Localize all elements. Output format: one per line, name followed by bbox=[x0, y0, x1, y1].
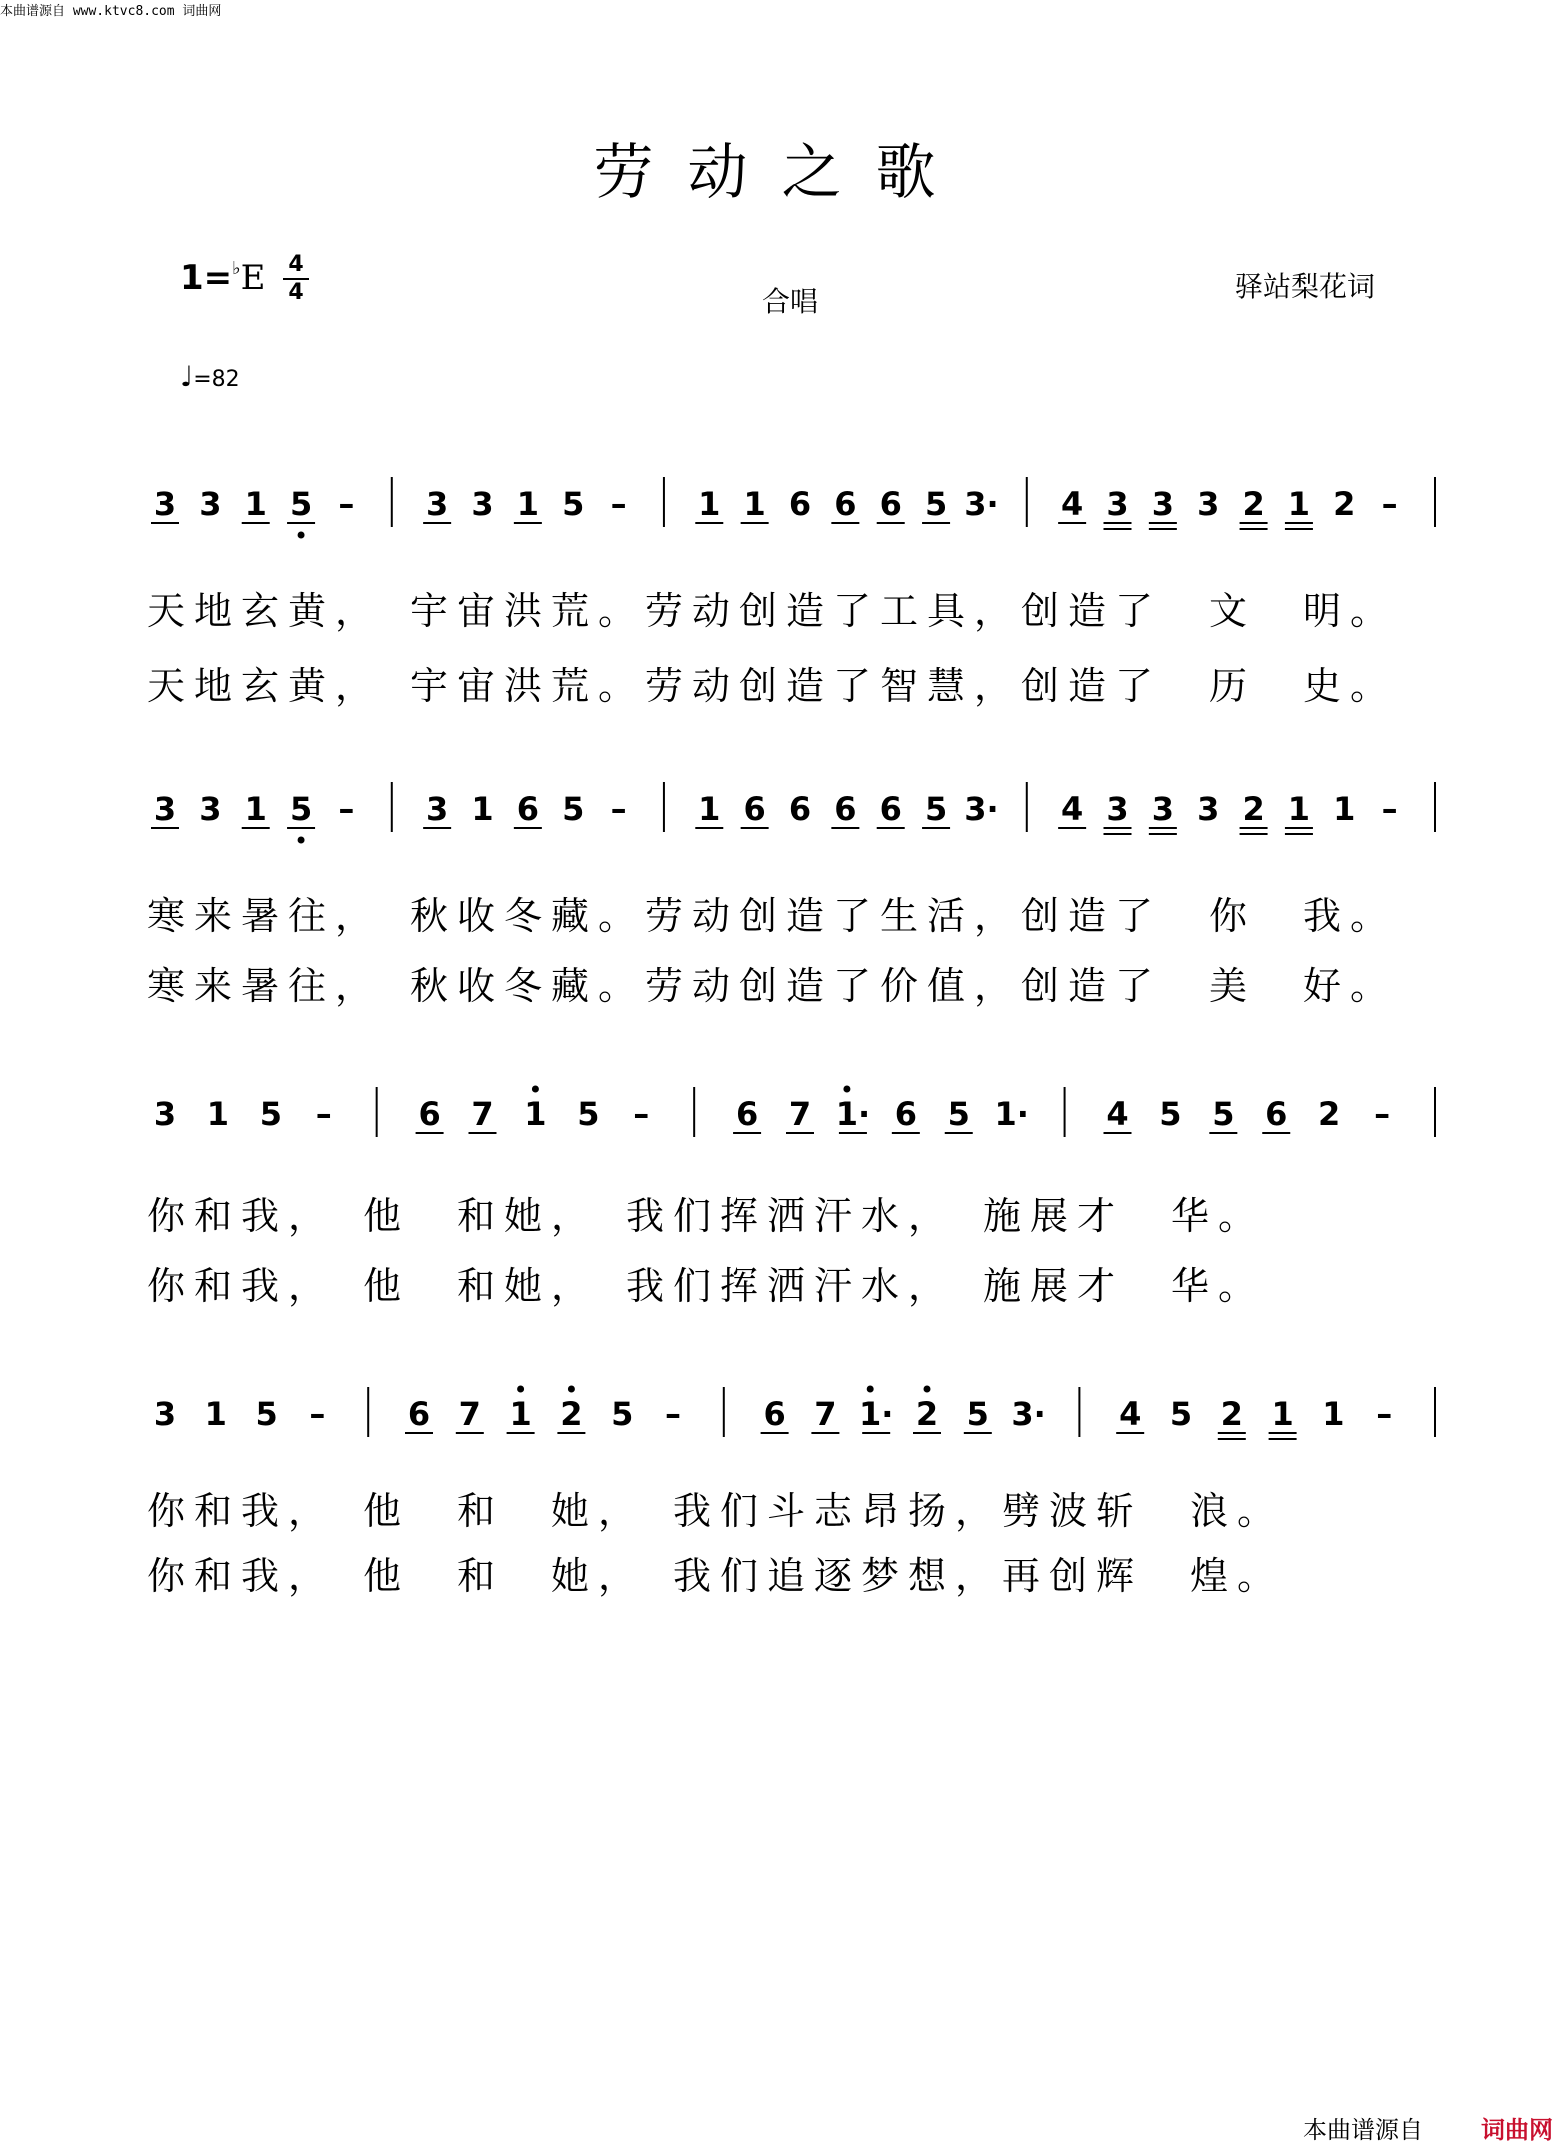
note: 2 bbox=[1220, 1395, 1243, 1433]
lyricist-credit: 驿站梨花词 bbox=[1235, 270, 1376, 303]
note: 3· bbox=[964, 485, 999, 523]
note: 1 bbox=[1322, 1395, 1345, 1433]
note: 3 bbox=[153, 790, 177, 828]
note: 3 bbox=[1106, 485, 1129, 523]
note: 5 bbox=[562, 485, 585, 523]
note: 5 bbox=[259, 1095, 282, 1133]
lyric-verse-2: 你和我， 他 和她， 我们挥洒汗水， 施展才 华。 bbox=[147, 1264, 1266, 1308]
note: 6 bbox=[763, 1395, 786, 1433]
note: 5 bbox=[1212, 1095, 1235, 1133]
note: 3 bbox=[1197, 485, 1220, 523]
note: 6 bbox=[735, 1095, 759, 1133]
note: 3 bbox=[153, 485, 177, 523]
note: – bbox=[1374, 1095, 1391, 1133]
note: 5 bbox=[924, 485, 948, 523]
source-watermark: 本曲谱源自 www.ktvc8.com 词曲网 bbox=[0, 4, 222, 19]
note: 4 bbox=[1061, 790, 1084, 828]
note: 1 bbox=[698, 790, 721, 828]
note: 1 bbox=[244, 485, 267, 523]
note: 7 bbox=[458, 1395, 481, 1433]
note: – bbox=[633, 1095, 650, 1133]
note: 5 bbox=[289, 485, 313, 523]
note: 1 bbox=[698, 485, 721, 523]
note: 6 bbox=[1265, 1095, 1288, 1133]
note: 4 bbox=[1106, 1095, 1129, 1133]
note: 3 bbox=[1151, 485, 1174, 523]
note: 3 bbox=[1151, 790, 1174, 828]
note: 1 bbox=[743, 485, 766, 523]
performance-mode: 合唱 bbox=[762, 285, 819, 318]
note: 3 bbox=[153, 1095, 177, 1133]
note: – bbox=[610, 485, 627, 523]
key-prefix: 1= bbox=[180, 258, 233, 298]
note: 6 bbox=[834, 485, 857, 523]
note: 5 bbox=[577, 1095, 600, 1133]
note: 3 bbox=[471, 485, 494, 523]
high-octave-dot bbox=[867, 1386, 874, 1393]
note: 6 bbox=[516, 790, 539, 828]
note: 2 bbox=[1333, 485, 1356, 523]
low-octave-dot bbox=[298, 532, 305, 539]
high-octave-dot bbox=[568, 1386, 575, 1393]
note: 1 bbox=[471, 790, 494, 828]
high-octave-dot bbox=[517, 1386, 524, 1393]
note: 1 bbox=[1287, 485, 1311, 523]
note: 7 bbox=[814, 1395, 837, 1433]
note: 6 bbox=[879, 485, 902, 523]
note: – bbox=[309, 1395, 326, 1433]
note: 3 bbox=[199, 485, 222, 523]
note: 1· bbox=[858, 1395, 894, 1433]
note: 6 bbox=[879, 790, 902, 828]
note: 6 bbox=[743, 790, 766, 828]
note: 5 bbox=[1169, 1395, 1193, 1433]
lyric-verse-1: 你和我， 他 和 她， 我们斗志昂扬，劈波斩 浪。 bbox=[147, 1489, 1285, 1533]
note: 1 bbox=[1287, 790, 1311, 828]
note: – bbox=[1376, 1395, 1393, 1433]
note: 3 bbox=[153, 1395, 177, 1433]
flat-sign: ♭ bbox=[232, 258, 241, 279]
low-octave-dot bbox=[298, 837, 305, 844]
note: 5 bbox=[289, 790, 313, 828]
note: 1 bbox=[509, 1395, 532, 1433]
note: 5 bbox=[255, 1395, 278, 1433]
note: 4 bbox=[1119, 1395, 1142, 1433]
note: 1· bbox=[994, 1095, 1029, 1133]
note: 3 bbox=[1106, 790, 1129, 828]
note: 2 bbox=[560, 1395, 583, 1433]
lyric-verse-2: 天地玄黄， 宇宙洪荒。劳动创造了智慧，创造了 历 史。 bbox=[147, 664, 1398, 708]
high-octave-dot bbox=[843, 1086, 850, 1093]
note: 2 bbox=[1242, 790, 1265, 828]
lyric-verse-2: 寒来暑往， 秋收冬藏。劳动创造了价值，创造了 美 好。 bbox=[147, 964, 1398, 1008]
note: 5 bbox=[966, 1395, 989, 1433]
time-top: 4 bbox=[288, 252, 304, 277]
lyric-verse-1: 你和我， 他 和她， 我们挥洒汗水， 施展才 华。 bbox=[147, 1194, 1266, 1238]
note: – bbox=[315, 1095, 332, 1133]
note: – bbox=[1381, 485, 1398, 523]
note: – bbox=[338, 790, 355, 828]
note: 5 bbox=[1159, 1095, 1182, 1133]
note: 1 bbox=[516, 485, 539, 523]
note: 2 bbox=[915, 1395, 939, 1433]
footer-source: 本曲谱源自 bbox=[1303, 2116, 1423, 2144]
note: 1 bbox=[524, 1095, 547, 1133]
note: 2 bbox=[1318, 1095, 1341, 1133]
note: 6 bbox=[788, 790, 812, 828]
note: 3· bbox=[964, 790, 999, 828]
high-octave-dot bbox=[924, 1386, 931, 1393]
note: 6 bbox=[418, 1095, 441, 1133]
note: 2 bbox=[1242, 485, 1265, 523]
high-octave-dot bbox=[532, 1086, 539, 1093]
note: – bbox=[338, 485, 355, 523]
footer-credit bbox=[1303, 2108, 1563, 2142]
note: 3 bbox=[426, 790, 449, 828]
note: – bbox=[1381, 790, 1398, 828]
note: 6 bbox=[894, 1095, 917, 1133]
note: 3 bbox=[426, 485, 449, 523]
note: 1 bbox=[1271, 1395, 1294, 1433]
note: 7 bbox=[471, 1095, 494, 1133]
lyric-verse-1: 寒来暑往， 秋收冬藏。劳动创造了生活，创造了 你 我。 bbox=[147, 894, 1398, 938]
note: 1 bbox=[204, 1395, 227, 1433]
note: 1· bbox=[835, 1095, 871, 1133]
note: 7 bbox=[788, 1095, 812, 1133]
note: 1 bbox=[1333, 790, 1356, 828]
note: 5 bbox=[562, 790, 585, 828]
note: 6 bbox=[407, 1395, 431, 1433]
lyric-verse-2: 你和我， 他 和 她， 我们追逐梦想，再创辉 煌。 bbox=[147, 1554, 1285, 1598]
note: 4 bbox=[1061, 485, 1084, 523]
note: 5 bbox=[611, 1395, 634, 1433]
time-bottom: 4 bbox=[283, 278, 309, 306]
note: 3 bbox=[1197, 790, 1220, 828]
quarter-note-icon: ♩ bbox=[180, 360, 194, 393]
note: 3 bbox=[199, 790, 222, 828]
lyric-verse-1: 天地玄黄， 宇宙洪荒。劳动创造了工具，创造了 文 明。 bbox=[147, 589, 1398, 633]
note: 1 bbox=[244, 790, 267, 828]
note: – bbox=[610, 790, 627, 828]
key-note: E bbox=[240, 258, 266, 298]
note: 6 bbox=[834, 790, 857, 828]
footer-site: 词曲网 bbox=[1481, 2116, 1553, 2144]
note: 5 bbox=[924, 790, 948, 828]
note: 3· bbox=[1011, 1395, 1046, 1433]
song-title: 劳动之歌 bbox=[593, 138, 970, 208]
note: 1 bbox=[206, 1095, 230, 1133]
tempo-value: =82 bbox=[193, 367, 240, 392]
note: 5 bbox=[947, 1095, 970, 1133]
note: – bbox=[665, 1395, 681, 1433]
note: 6 bbox=[788, 485, 812, 523]
